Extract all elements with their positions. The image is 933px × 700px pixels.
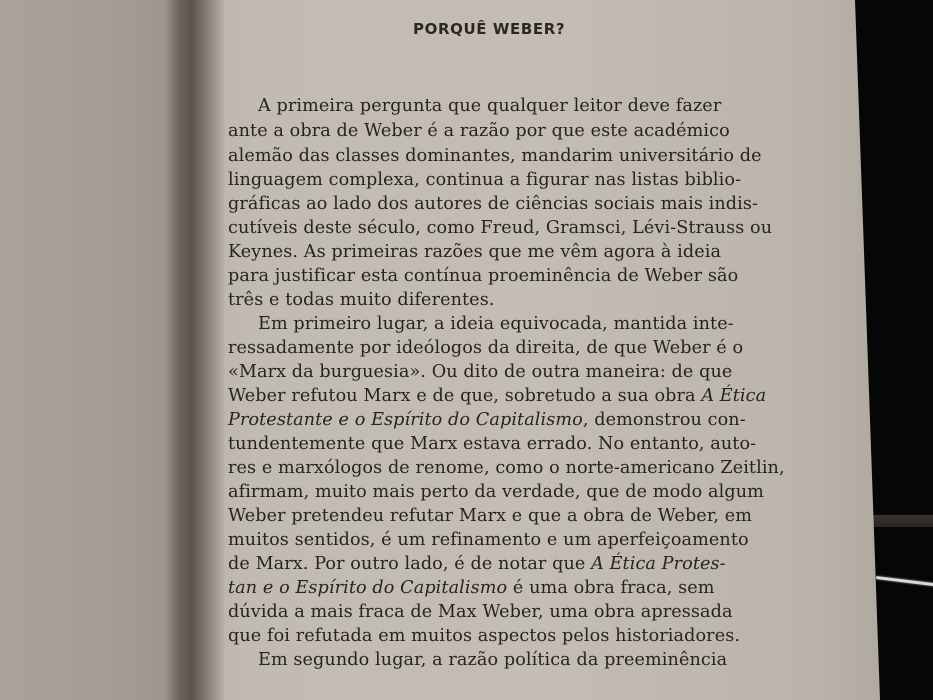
chapter-heading: PORQUÊ WEBER? xyxy=(413,20,566,38)
text-line xyxy=(228,385,766,407)
text-line: Em segundo lugar, a razão política da preeminência xyxy=(258,650,728,670)
text-line: gráficas ao lado dos autores de ciências sociais mais indis- xyxy=(228,194,759,214)
text-line: Weber pretendeu refutar Marx e que a obra de Weber, em xyxy=(228,506,753,526)
text-line xyxy=(228,553,726,575)
text-line: res e marxólogos de renome, como o norte-americano Zeitlin, xyxy=(228,458,785,478)
text-line: A primeira pergunta que qualquer leitor deve fazer xyxy=(258,96,722,116)
text-run: é uma obra fraca, sem xyxy=(507,578,715,598)
left-blank-page xyxy=(0,0,175,700)
text-line: dúvida a mais fraca de Max Weber, uma obra apressada xyxy=(228,602,733,622)
text-line xyxy=(228,577,715,599)
text-line: cutíveis deste século, como Freud, Gramsci, Lévi-Strauss ou xyxy=(228,218,773,238)
text-line: para justificar esta contínua proeminência de Weber são xyxy=(228,266,739,286)
text-line: que foi refutada em muitos aspectos pelos historiadores. xyxy=(228,626,741,646)
text-run: , demonstrou con- xyxy=(582,410,746,430)
text-line: ressadamente por ideólogos da direita, de que Weber é o xyxy=(228,338,744,358)
text-line: muitos sentidos, é um refinamento e um aperfeiçoamento xyxy=(228,530,749,550)
book-gutter-shadow xyxy=(165,0,225,700)
text-line: alemão das classes dominantes, mandarim universitário de xyxy=(228,146,762,166)
book-title-italic: Protestante e o Espírito do Capitalismo xyxy=(228,410,583,430)
text-line: «Marx da burguesia». Ou dito de outra maneira: de que xyxy=(228,362,733,382)
book-title-italic: tan e o Espírito do Capitalismo xyxy=(228,578,508,598)
text-line: linguagem complexa, continua a figurar nas listas biblio- xyxy=(228,170,742,190)
text-line: três e todas muito diferentes. xyxy=(228,290,495,310)
text-line: tundentemente que Marx estava errado. No entanto, auto- xyxy=(228,434,757,454)
book-title-italic: A Ética xyxy=(701,386,767,406)
text-line: Em primeiro lugar, a ideia equivocada, mantida inte- xyxy=(258,314,734,334)
text-line xyxy=(228,409,746,431)
text-line: ante a obra de Weber é a razão por que este académico xyxy=(228,121,730,141)
book-title-italic: A Ética Protes- xyxy=(591,554,726,574)
background-shelf-edge xyxy=(873,515,933,527)
text-line: Keynes. As primeiras razões que me vêm agora à ideia xyxy=(228,242,722,262)
text-run: Weber refutou Marx e de que, sobretudo a sua obra xyxy=(228,386,702,406)
text-run: de Marx. Por outro lado, é de notar que xyxy=(228,554,592,574)
text-line: afirmam, muito mais perto da verdade, que de modo algum xyxy=(228,482,764,502)
